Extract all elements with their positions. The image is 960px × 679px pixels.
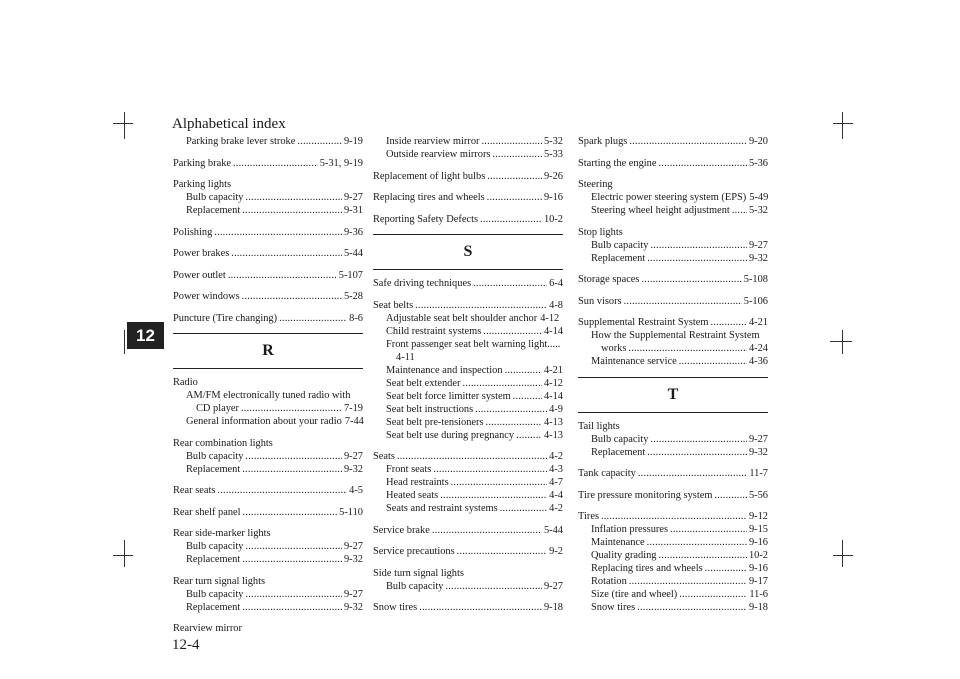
crop-mark — [833, 555, 853, 556]
index-entry: Seat belts ..... 4-8 Adjustable seat belt shoulder anchor 4-12 Child restraint systems ..... 4-14 Front passenger seat belt warning light..... 4-11 Maintenance and inspection ..... 4-21 Seat belt extender ..... 4-12 Seat belt force limitter system ..... 4-14 Seat belt instructions ..... 4-9 Seat belt pre-tensioners ..... 4-13 Seat belt use during pregnancy ..... 4-13 — [373, 299, 563, 442]
index-entry: Power outlet ..... 5-107 — [173, 269, 363, 282]
crop-mark — [113, 555, 133, 556]
index-column-2 — [373, 135, 563, 623]
index-entry: Replacement of light bulbs ..... 9-26 — [373, 170, 563, 183]
index-entry: Starting the engine ..... 5-36 — [578, 157, 768, 170]
index-entry: Parking lights Bulb capacity ..... 9-27 Replacement ..... 9-31 — [173, 178, 363, 217]
section-header-r: R — [173, 333, 363, 369]
index-entry: Snow tires ..... 9-18 — [373, 601, 563, 614]
index-entry: Inside rearview mirror ..... 5-32 Outside rearview mirrors ..... 5-33 — [373, 135, 563, 161]
index-entry: Polishing ..... 9-36 — [173, 226, 363, 239]
section-header-s: S — [373, 234, 563, 270]
index-entry: Tire pressure monitoring system ..... 5-56 — [578, 489, 768, 502]
index-entry: Replacing tires and wheels ..... 9-16 — [373, 191, 563, 204]
index-entry: Spark plugs ..... 9-20 — [578, 135, 768, 148]
index-entry: Tank capacity ..... 11-7 — [578, 467, 768, 480]
crop-mark — [124, 330, 125, 354]
index-entry: Rear combination lights Bulb capacity ..... 9-27 Replacement ..... 9-32 — [173, 437, 363, 476]
index-entry: Power windows ..... 5-28 — [173, 290, 363, 303]
page-title: Alphabetical index — [172, 116, 286, 132]
index-entry: Side turn signal lights Bulb capacity ..... 9-27 — [373, 567, 563, 593]
index-entry: Puncture (Tire changing) ..... 8-6 — [173, 312, 363, 325]
crop-mark — [113, 123, 133, 124]
index-entry: Rear side-marker lights Bulb capacity ..... 9-27 Replacement ..... 9-32 — [173, 527, 363, 566]
page-number: 12-4 — [172, 637, 200, 653]
index-entry: Stop lights Bulb capacity ..... 9-27 Replacement ..... 9-32 — [578, 226, 768, 265]
index-entry: Reporting Safety Defects ..... 10-2 — [373, 213, 563, 226]
index-entry: Storage spaces ..... 5-108 — [578, 273, 768, 286]
section-header-t: T — [578, 377, 768, 413]
index-entry: Radio AM/FM electronically tuned radio with CD player ..... 7-19 General information about your radio 7-44 — [173, 376, 363, 428]
index-entry: Rear shelf panel ..... 5-110 — [173, 506, 363, 519]
index-entry: Rear turn signal lights Bulb capacity ..... 9-27 Replacement ..... 9-32 — [173, 575, 363, 614]
index-entry: Tail lights Bulb capacity ..... 9-27 Replacement ..... 9-32 — [578, 420, 768, 459]
index-entry: Service brake ..... 5-44 — [373, 524, 563, 537]
index-entry: Service precautions ..... 9-2 — [373, 545, 563, 558]
chapter-tab: 12 — [127, 322, 164, 349]
crop-mark — [124, 540, 125, 567]
crop-mark — [124, 112, 125, 139]
index-entry: Power brakes ..... 5-44 — [173, 247, 363, 260]
index-column-3 — [578, 135, 768, 623]
index-entry: Seats ..... 4-2 Front seats ..... 4-3 Head restraints ..... 4-7 Heated seats ..... 4-4 Seats and restraint systems ..... 4-2 — [373, 450, 563, 515]
index-entry: Rear seats ..... 4-5 — [173, 484, 363, 497]
crop-mark — [833, 123, 853, 124]
index-entry: Steering Electric power steering system (EPS) 5-49 Steering wheel height adjustment ..... 5-32 — [578, 178, 768, 217]
index-entry: Parking brake lever stroke ..... 9-19 — [173, 135, 363, 148]
crop-mark — [842, 330, 843, 354]
index-entry: Tires ..... 9-12 Inflation pressures ..... 9-15 Maintenance ..... 9-16 Quality grading ..... 10-2 Replacing tires and wheels ..... 9-16 Rotation ..... 9-17 Size (tire and wheel) ..... 11-6 Snow tires ..... 9-18 — [578, 510, 768, 614]
index-entry: Parking brake ..... 5-31, 9-19 — [173, 157, 363, 170]
crop-mark — [842, 112, 843, 139]
index-entry: Sun visors ..... 5-106 — [578, 295, 768, 308]
index-entry: Safe driving techniques ..... 6-4 — [373, 277, 563, 290]
crop-mark — [830, 341, 852, 342]
crop-mark — [842, 540, 843, 567]
index-column-1 — [173, 135, 363, 644]
index-entry: Rearview mirror — [173, 623, 242, 634]
index-entry: Supplemental Restraint System ..... 4-21 How the Supplemental Restraint System works ..... 4-24 Maintenance service ..... 4-36 — [578, 316, 768, 368]
